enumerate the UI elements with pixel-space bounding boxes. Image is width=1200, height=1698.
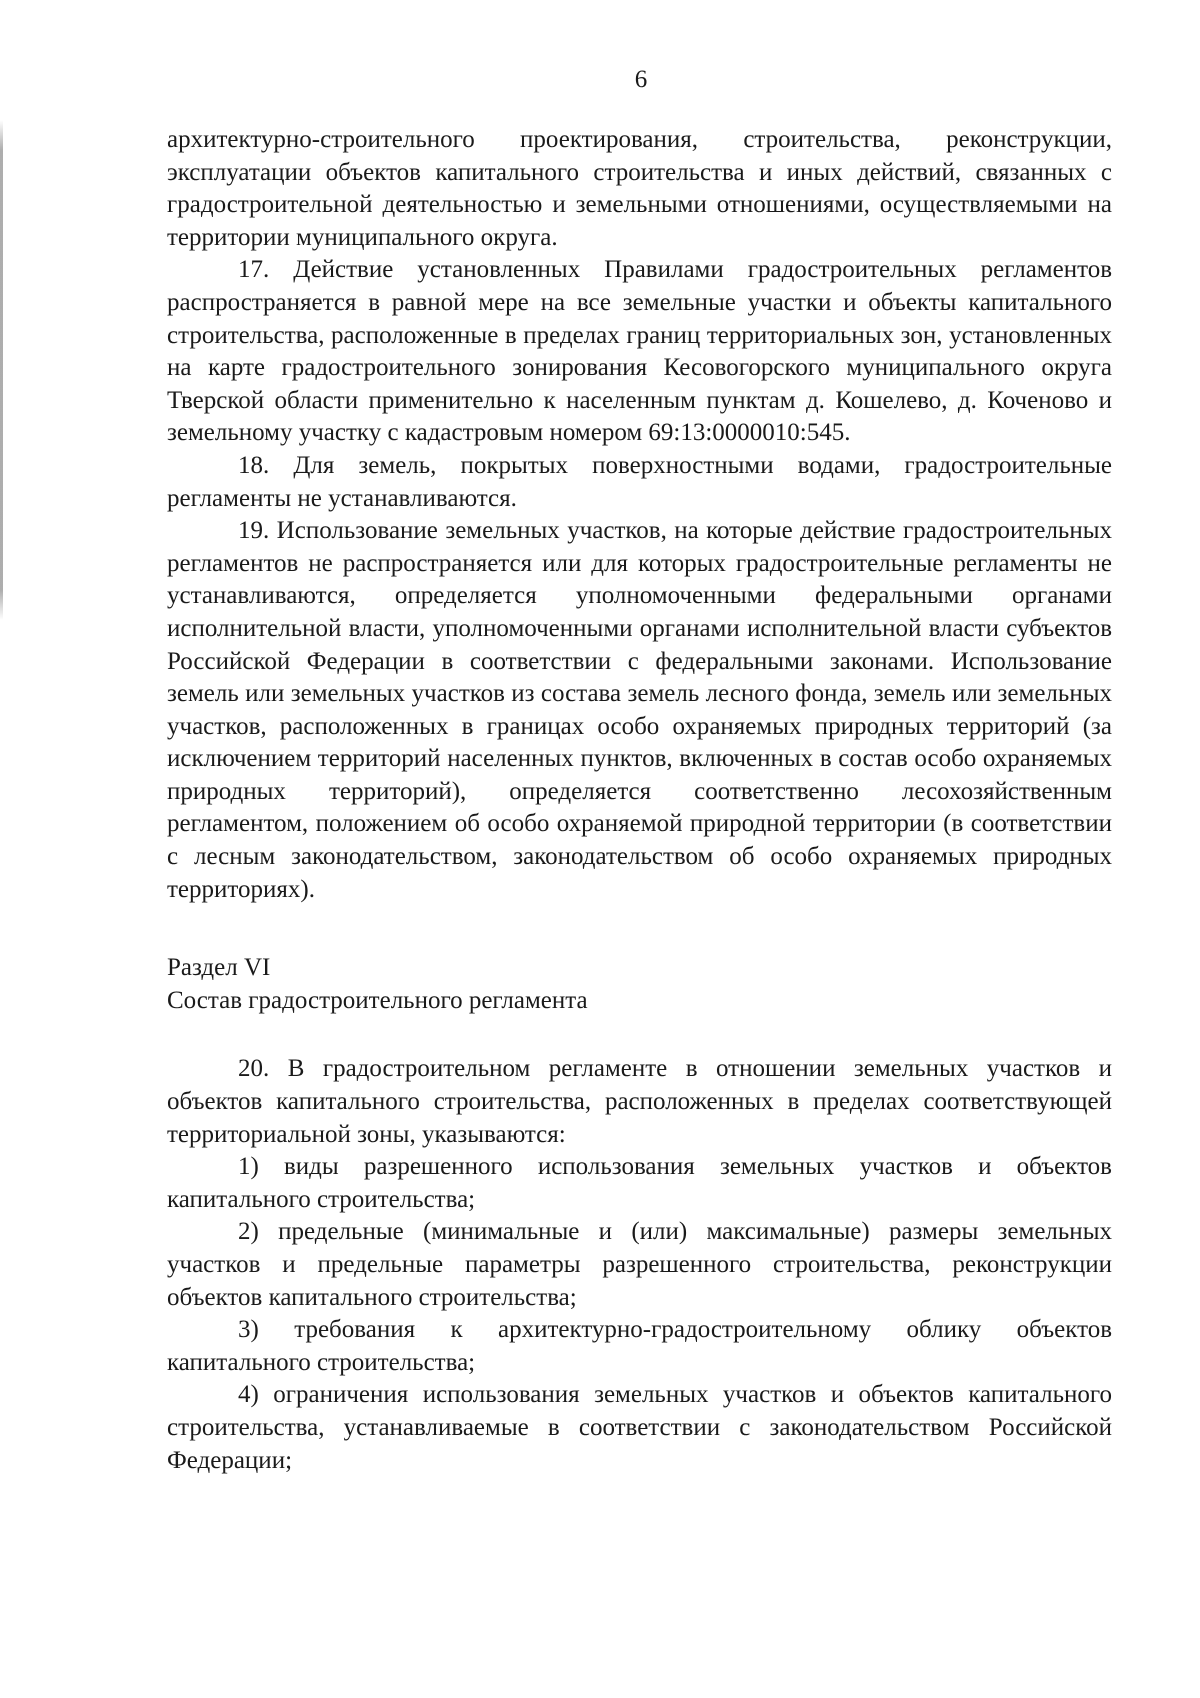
paragraph-19: 19. Использование земельных участков, на которые действие градостроительных регламентов не распространяется или для которых градостроительные регламенты не устанавливаются, определяется уполномоченными федеральными органами исполнительной власти, уполномоченными органами исполнительной власти субъектов Российской Федерации в соответствии с федеральными законами. Использование земель или земельных участков из состава земель лесного фонда, земель или земельных участков, расположенных в границах особо охраняемых природных территорий (за исключением территорий населенных пунктов, включенных в состав особо охраняемых природных территорий), определяется соответственно лесохозяйственным регламентом, положением об особо охраняемой природной территории (в соответствии с лесным законодательством, законодательством об особо охраняемых природных территориях).: [167, 517, 1112, 903]
list-item-1: 1) виды разрешенного использования земельных участков и объектов капитального строительства;: [167, 1153, 1112, 1213]
paragraph-17: 17. Действие установленных Правилами градостроительных регламентов распространяется в равной мере на все земельные участки и объекты капитального строительства, расположенные в пределах границ территориальных зон, установленных на карте градостроительного зонирования Кесовогорского муниципального округа Тверской области применительно к населенным пунктам д. Кошелево, д. Коченово и земельному участку с кадастровым номером 69:13:0000010:545.: [167, 256, 1112, 447]
list-item-3: 3) требования к архитектурно-градостроительному облику объектов капитального строительства;: [167, 1316, 1112, 1376]
paragraph-18: 18. Для земель, покрытых поверхностными водами, градостроительные регламенты не устанавливаются.: [167, 451, 1112, 512]
paragraph-continuation: архитектурно-строительного проектирования, строительства, реконструкции, эксплуатации объектов капитального строительства и иных действий, связанных с градостроительной деятельностью и земельными отношениями, осуществляемыми на территории муниципального округа.: [167, 126, 1112, 251]
list-item-4: 4) ограничения использования земельных участков и объектов капитального строительства, устанавливаемые в соответствии с законодательством Российской Федерации;: [167, 1381, 1112, 1474]
page-number: 6: [634, 66, 648, 93]
section-title: Раздел VI: [167, 954, 271, 982]
spacer: [167, 906, 1112, 952]
list-item-2: 2) предельные (минимальные и (или) максимальные) размеры земельных участков и предельные параметры разрешенного строительства, реконструкции объектов капитального строительства;: [167, 1218, 1112, 1311]
spacer: [167, 1017, 1112, 1053]
paragraph-20: 20. В градостроительном регламенте в отношении земельных участков и объектов капитального строительства, расположенных в пределах соответствующей территориальной зоны, указываются:: [167, 1055, 1112, 1148]
scan-edge-mark: [0, 120, 3, 620]
section-subtitle: Состав градостроительного регламента: [167, 986, 588, 1014]
document-body: [167, 124, 1112, 1477]
